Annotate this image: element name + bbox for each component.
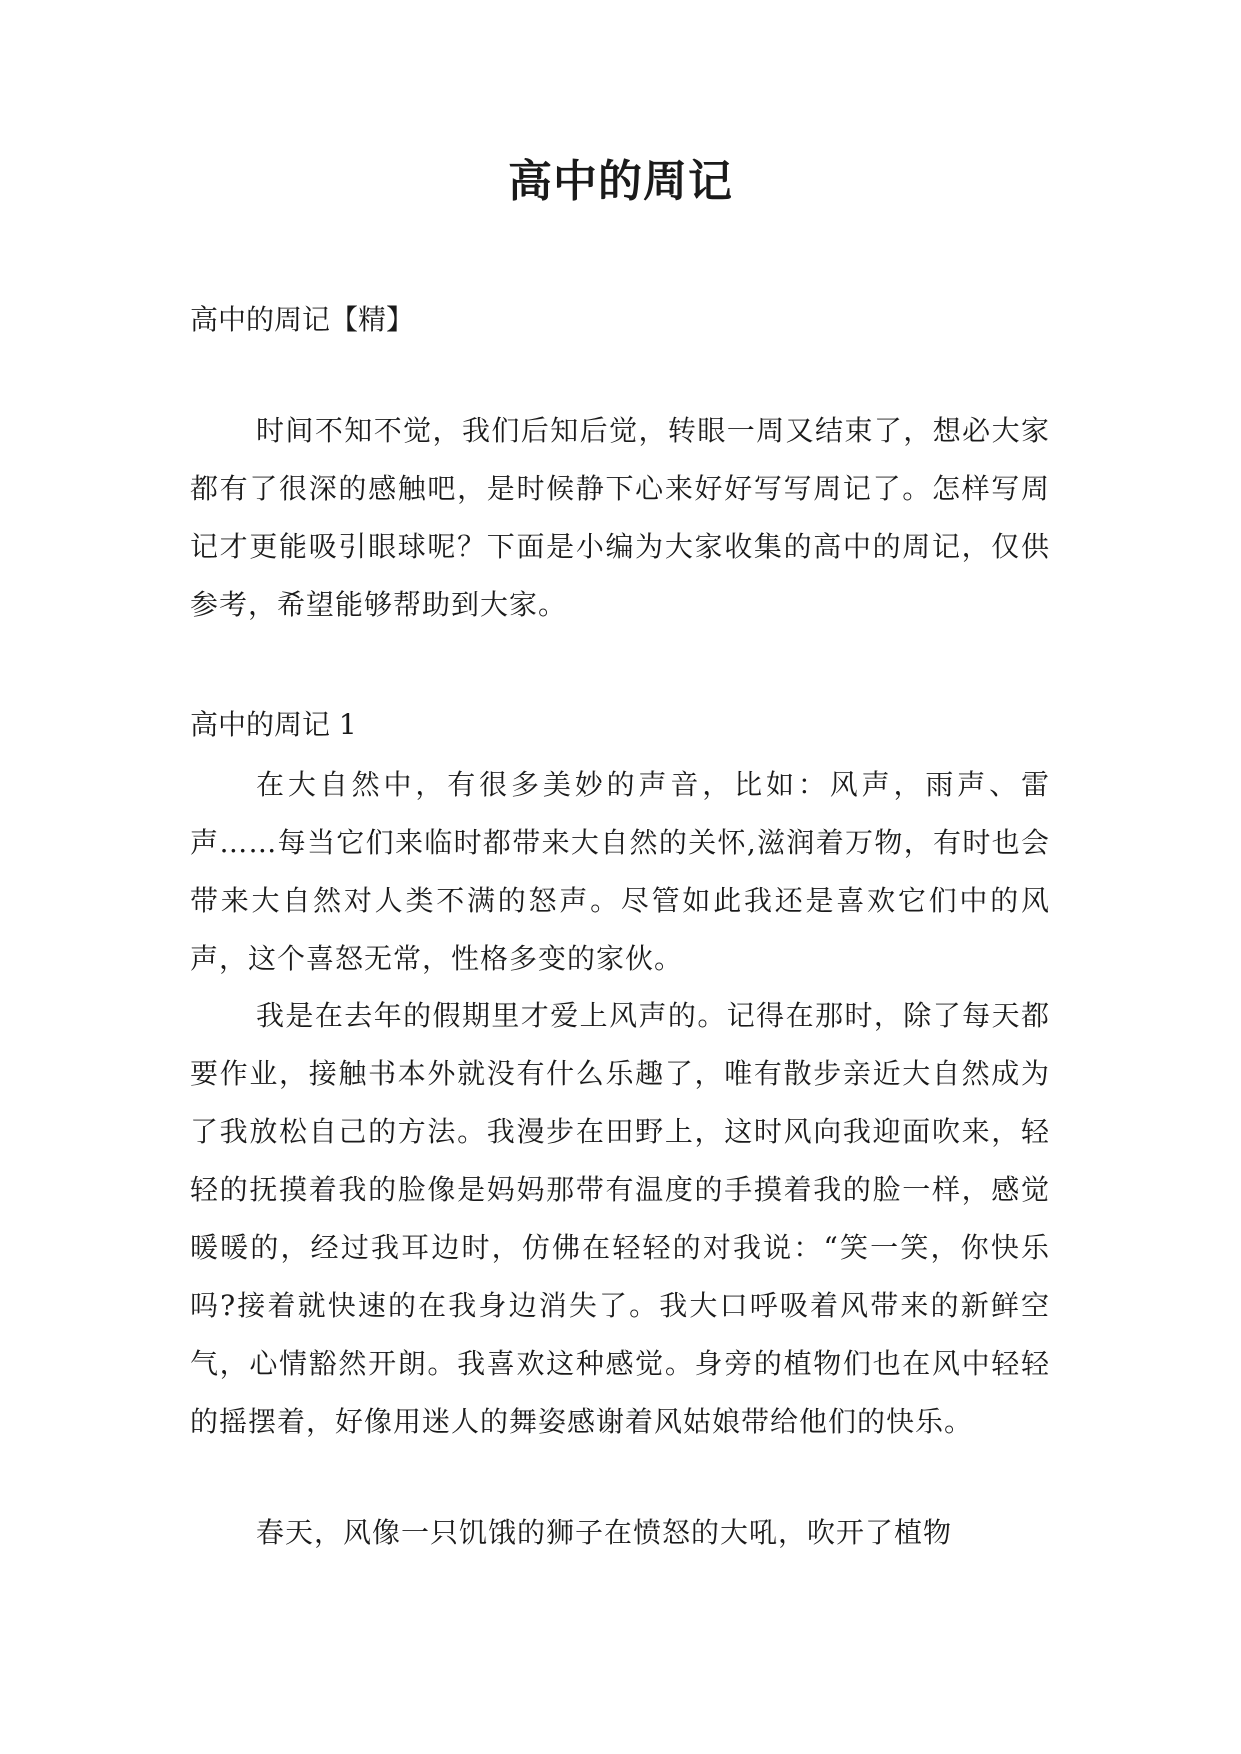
body-paragraph: 在大自然中，有很多美妙的声音，比如：风声，雨声、雷声……每当它们来临时都带来大自然的关怀,滋润着万物，有时也会带来大自然对人类不满的怒声。尽管如此我还是喜欢它们中的风声，这个喜怒无常，性格多变的家伙。: [190, 768, 1050, 975]
section-heading: 高中的周记 1: [190, 708, 357, 741]
body-paragraph: 我是在去年的假期里才爱上风声的。记得在那时，除了每天都要作业，接触书本外就没有什么乐趣了，唯有散步亲近大自然成为了我放松自己的方法。我漫步在田野上，这时风向我迎面吹来，轻轻的抚摸着我的脸像是妈妈那带有温度的手摸着我的脸一样，感觉暖暖的，经过我耳边时，仿佛在轻轻的对我说：“笑一笑，你快乐吗?接着就快速的在我身边消失了。我大口呼吸着风带来的新鲜空气，心情豁然开朗。我喜欢这种感觉。身旁的植物们也在风中轻轻的摇摆着，好像用迷人的舞姿感谢着风姑娘带给他们的快乐。: [190, 999, 1050, 1438]
intro-paragraph: 时间不知不觉，我们后知后觉，转眼一周又结束了，想必大家都有了很深的感触吧，是时候静下心来好好写写周记了。怎样写周记才更能吸引眼球呢？下面是小编为大家收集的高中的周记，仅供参考，希望能够帮助到大家。: [190, 414, 1050, 621]
document-title: 高中的周记: [508, 156, 733, 207]
document-subtitle: 高中的周记【精】: [190, 303, 415, 336]
body-paragraph: 春天，风像一只饥饿的狮子在愤怒的大吼，吹开了植物: [256, 1516, 953, 1549]
